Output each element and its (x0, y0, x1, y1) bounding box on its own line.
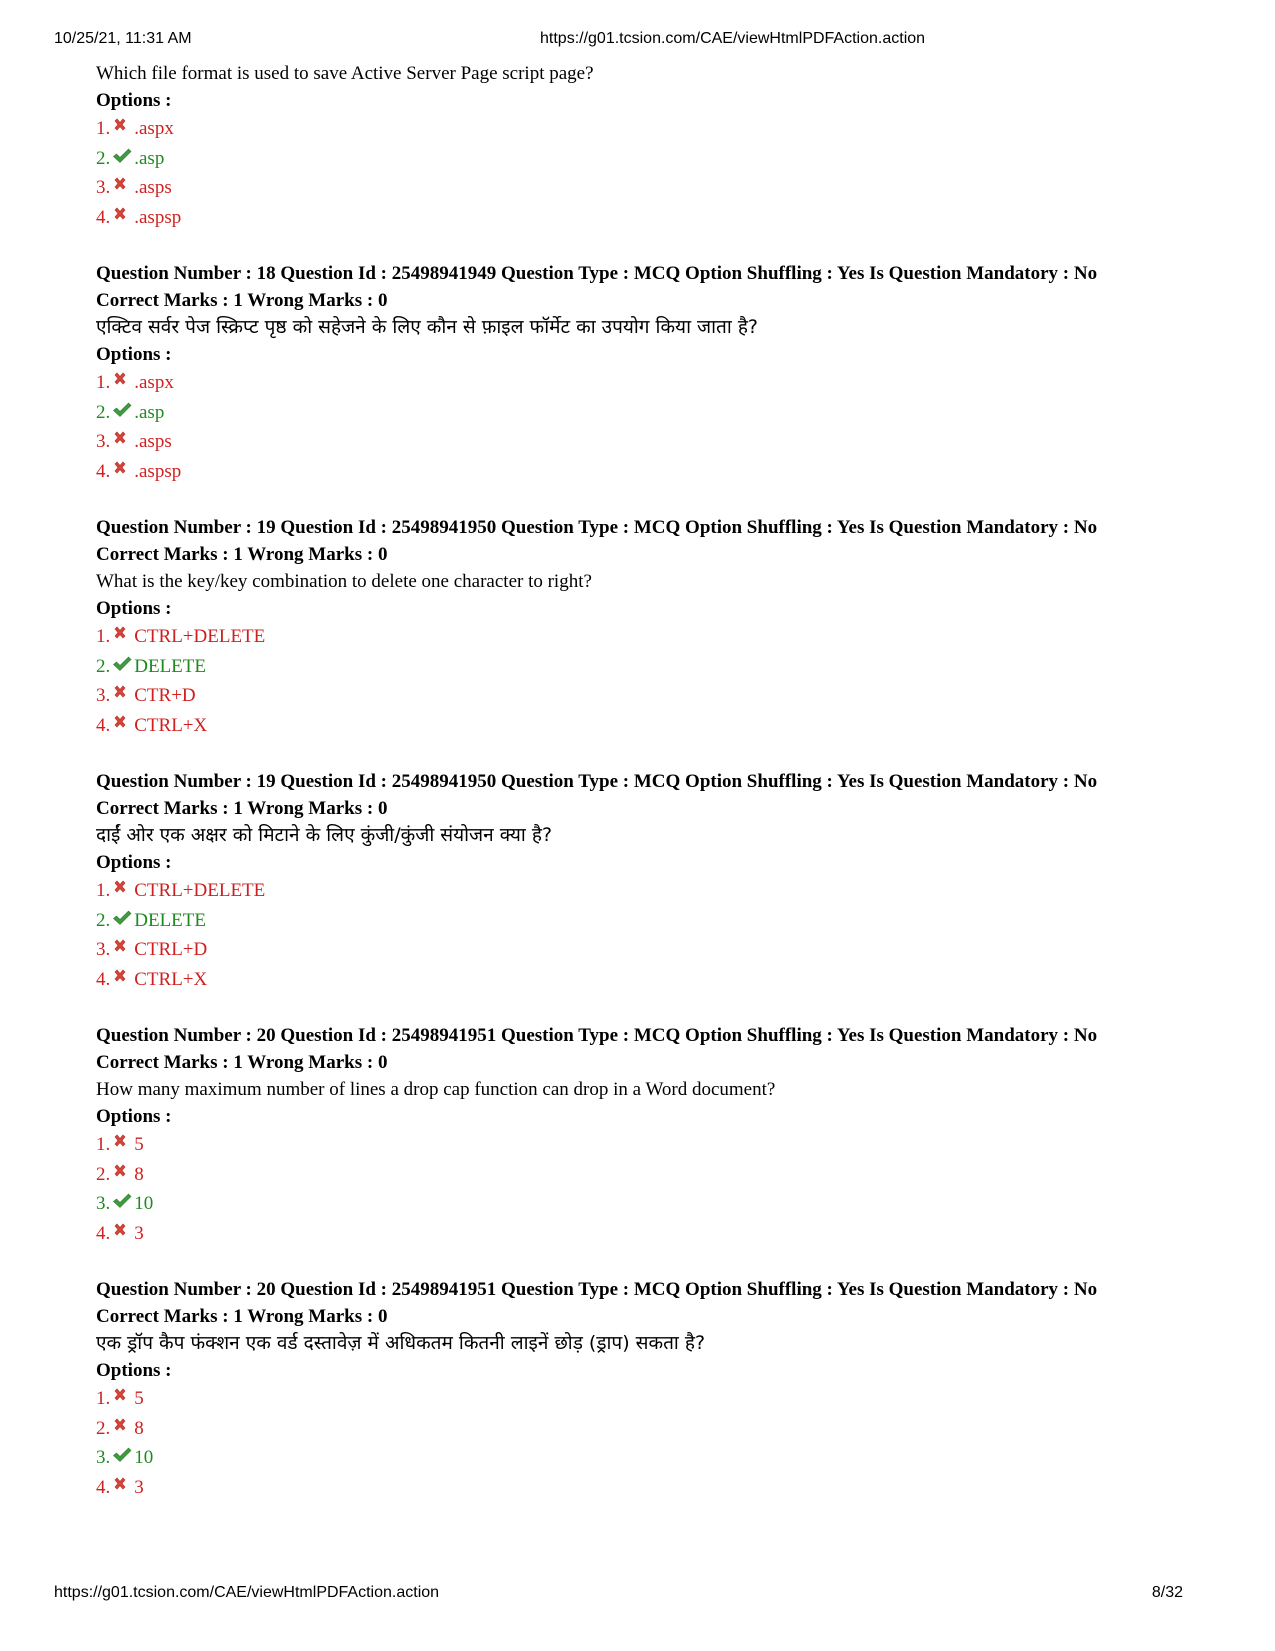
cross-icon (112, 938, 130, 956)
option-text: .asp (134, 147, 165, 169)
option-text: CTRL+X (134, 968, 208, 990)
options-label: Options : (96, 1360, 172, 1381)
option-text: CTRL+X (134, 714, 208, 736)
options-label: Options : (96, 90, 172, 111)
option-number: 3. (96, 1447, 111, 1468)
option-number: 3. (96, 1193, 111, 1214)
option-text: 8 (134, 1163, 144, 1185)
question-meta: Question Number : 19 Question Id : 25498941950 Question Type : MCQ Option Shuffling : Yes Is Question Mandatory : No (96, 771, 1098, 792)
option-item (96, 935, 1196, 965)
option-text: 3 (134, 1222, 144, 1244)
options-label: Options : (96, 598, 172, 619)
question-list (96, 60, 1196, 1530)
question-text: Which file format is used to save Active Server Page script page? (96, 63, 594, 84)
option-text: 5 (134, 1388, 144, 1409)
check-icon (112, 1446, 130, 1464)
option-number: 4. (96, 968, 111, 990)
option-item (96, 114, 1196, 144)
question-block (96, 514, 1196, 740)
option-text: 8 (134, 1417, 144, 1439)
option-item (96, 398, 1196, 428)
option-number: 4. (96, 1476, 111, 1498)
option-text: 10 (134, 1193, 154, 1214)
check-icon (112, 401, 130, 419)
options-label: Options : (96, 344, 172, 365)
cross-icon (112, 176, 130, 194)
option-number: 3. (96, 177, 111, 198)
option-item (96, 203, 1196, 233)
question-meta: Question Number : 19 Question Id : 25498941950 Question Type : MCQ Option Shuffling : Yes Is Question Mandatory : No (96, 517, 1098, 538)
question-text: एक ड्रॉप कैप फंक्शन एक वर्ड दस्तावेज़ में अधिकतम कितनी लाइनें छोड़ (ड्राप) सकता है? (96, 1332, 706, 1354)
option-item (96, 1384, 1196, 1414)
cross-icon (112, 371, 130, 389)
option-item (96, 1414, 1196, 1444)
option-number: 4. (96, 1222, 111, 1244)
footer-url: https://g01.tcsion.com/CAE/viewHtmlPDFAction.action (54, 1584, 440, 1601)
option-item (96, 173, 1196, 203)
option-item (96, 457, 1196, 487)
question-meta: Question Number : 18 Question Id : 25498941949 Question Type : MCQ Option Shuffling : Yes Is Question Mandatory : No (96, 263, 1098, 284)
option-item (96, 1160, 1196, 1190)
option-text: DELETE (134, 655, 207, 677)
option-text: .asps (134, 431, 172, 452)
option-item (96, 1130, 1196, 1160)
question-block (96, 60, 1196, 232)
option-item (96, 876, 1196, 906)
header-url: https://g01.tcsion.com/CAE/viewHtmlPDFAction.action (540, 30, 926, 47)
option-item (96, 144, 1196, 174)
option-number: 2. (96, 401, 111, 423)
option-text: .aspx (134, 372, 174, 393)
question-marks: Correct Marks : 1 Wrong Marks : 0 (96, 798, 388, 819)
cross-icon (112, 1163, 130, 1181)
question-block (96, 1276, 1196, 1502)
cross-icon (112, 460, 130, 478)
option-item (96, 681, 1196, 711)
option-text: 3 (134, 1476, 144, 1498)
option-text: CTRL+D (134, 939, 208, 960)
option-number: 2. (96, 655, 111, 677)
check-icon (112, 147, 130, 165)
option-number: 1. (96, 880, 111, 901)
cross-icon (112, 968, 130, 986)
option-text: DELETE (134, 909, 207, 931)
check-icon (112, 655, 130, 673)
option-number: 1. (96, 626, 111, 647)
question-text: एक्टिव सर्वर पेज स्क्रिप्ट पृष्ठ को सहेजने के लिए कौन से फ़ाइल फॉर्मेट का उपयोग किया जाता है? (96, 316, 759, 338)
option-text: CTR+D (134, 685, 196, 706)
question-block (96, 260, 1196, 486)
check-icon (112, 1192, 130, 1210)
cross-icon (112, 1222, 130, 1240)
option-item (96, 906, 1196, 936)
cross-icon (112, 684, 130, 702)
question-block (96, 768, 1196, 994)
option-item (96, 965, 1196, 995)
option-number: 2. (96, 147, 111, 169)
option-item (96, 427, 1196, 457)
option-item (96, 1219, 1196, 1249)
check-icon (112, 909, 130, 927)
option-item (96, 1473, 1196, 1503)
question-marks: Correct Marks : 1 Wrong Marks : 0 (96, 544, 388, 565)
question-text: How many maximum number of lines a drop cap function can drop in a Word document? (96, 1079, 776, 1100)
cross-icon (112, 206, 130, 224)
option-number: 1. (96, 1388, 111, 1409)
option-text: .asps (134, 177, 172, 198)
option-item (96, 652, 1196, 682)
option-item (96, 1443, 1196, 1473)
option-text: .aspx (134, 118, 174, 139)
option-number: 3. (96, 431, 111, 452)
option-item (96, 711, 1196, 741)
option-number: 2. (96, 1163, 111, 1185)
print-datetime: 10/25/21, 11:31 AM (54, 30, 192, 47)
question-block (96, 1022, 1196, 1248)
option-number: 4. (96, 206, 111, 228)
question-marks: Correct Marks : 1 Wrong Marks : 0 (96, 290, 388, 311)
option-number: 1. (96, 1134, 111, 1155)
cross-icon (112, 117, 130, 135)
cross-icon (112, 430, 130, 448)
option-text: CTRL+DELETE (134, 626, 266, 647)
cross-icon (112, 879, 130, 897)
option-number: 3. (96, 939, 111, 960)
option-text: CTRL+DELETE (134, 880, 266, 901)
question-text: दाईं ओर एक अक्षर को मिटाने के लिए कुंजी/कुंजी संयोजन क्या है? (96, 824, 553, 846)
cross-icon (112, 1417, 130, 1435)
option-number: 1. (96, 372, 111, 393)
options-label: Options : (96, 1106, 172, 1127)
option-text: .asp (134, 401, 165, 423)
option-text: .aspsp (134, 460, 182, 482)
option-text: 5 (134, 1134, 144, 1155)
cross-icon (112, 1476, 130, 1494)
option-item (96, 622, 1196, 652)
option-number: 2. (96, 909, 111, 931)
option-number: 4. (96, 714, 111, 736)
options-label: Options : (96, 852, 172, 873)
question-meta: Question Number : 20 Question Id : 25498941951 Question Type : MCQ Option Shuffling : Yes Is Question Mandatory : No (96, 1279, 1098, 1300)
option-number: 4. (96, 460, 111, 482)
option-number: 1. (96, 118, 111, 139)
cross-icon (112, 714, 130, 732)
question-text: What is the key/key combination to delete one character to right? (96, 571, 592, 592)
question-marks: Correct Marks : 1 Wrong Marks : 0 (96, 1052, 388, 1073)
option-text: .aspsp (134, 206, 182, 228)
cross-icon (112, 625, 130, 643)
question-marks: Correct Marks : 1 Wrong Marks : 0 (96, 1306, 388, 1327)
option-number: 2. (96, 1417, 111, 1439)
option-text: 10 (134, 1447, 154, 1468)
page-number: 8/32 (1151, 1584, 1183, 1601)
option-item (96, 1189, 1196, 1219)
cross-icon (112, 1133, 130, 1151)
option-number: 3. (96, 685, 111, 706)
option-item (96, 368, 1196, 398)
question-meta: Question Number : 20 Question Id : 25498941951 Question Type : MCQ Option Shuffling : Yes Is Question Mandatory : No (96, 1025, 1098, 1046)
cross-icon (112, 1387, 130, 1405)
